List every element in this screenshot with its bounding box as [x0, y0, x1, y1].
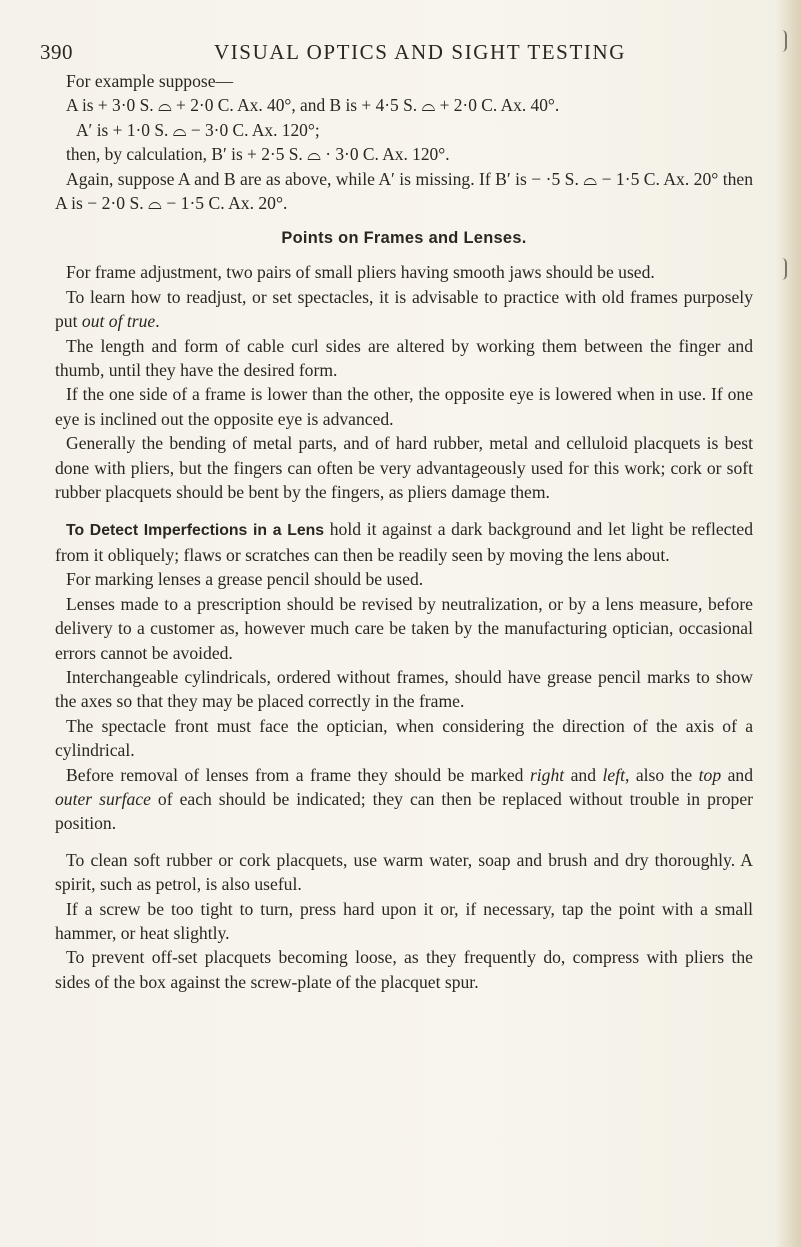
formula-line: A is + 3·0 S. ⌓ + 2·0 C. Ax. 40°, and B is + 4·5 S. ⌓ + 2·0 C. Ax. 40°. — [66, 95, 560, 116]
paragraph: If a screw be too tight to turn, press hard upon it or, if necessary, tap the point with a small hammer, or heat slightly. — [55, 898, 753, 943]
paragraph: Lenses made to a prescription should be revised by neutralization, or by a lens measure, before delivery to a customer as, however much care be taken by the manufacturing optician, occasional errors cannot be avoided. — [55, 593, 753, 663]
formula-line: A′ is + 1·0 S. ⌓ − 3·0 C. Ax. 120°; — [76, 119, 320, 140]
italic-phrase: left — [602, 764, 625, 785]
paragraph: The spectacle front must face the optician, when considering the direction of the axis of a cylindrical. — [55, 715, 753, 761]
formula-line: then, by calculation, B′ is + 2·5 S. ⌓ · 3·0 C. Ax. 120°. — [66, 144, 450, 165]
body-text — [55, 69, 753, 994]
intro-paragraph: For example suppose— — [66, 71, 234, 91]
paragraph: For marking lenses a grease pencil should be used. — [66, 569, 424, 590]
paragraph: For frame adjustment, two pairs of small pliers having smooth jaws should be used. — [66, 262, 655, 283]
italic-phrase: outer surface — [55, 788, 151, 809]
paragraph: To prevent off-set placquets becoming loose, as they frequently do, compress with pliers the sides of the box against the screw-plate of the placquet spur. — [55, 947, 753, 992]
paragraph: The length and form of cable curl sides are altered by working them between the finger and thumb, until they have the desired form. — [55, 335, 753, 381]
paragraph-gap — [55, 505, 753, 517]
page-edge-shadow — [775, 0, 801, 1247]
paragraph: If the one side of a frame is lower than the other, the opposite eye is lowered when in use. If one eye is inclined out the opposite eye is advanced. — [55, 384, 753, 429]
italic-phrase: top — [698, 764, 722, 785]
paragraph: To clean soft rubber or cork placquets, use warm water, soap and brush and dry thoroughly. A spirit, such as petrol, is also useful. — [55, 849, 753, 895]
edge-mark — [782, 30, 787, 52]
paragraph: Interchangeable cylindricals, ordered without frames, should have grease pencil marks to show the axes so that they may be placed correctly in the frame. — [55, 666, 753, 712]
paragraph: To Detect Imperfections in a Lens hold it against a dark background and let light be reflected from it obliquely; flaws or scratches can then be readily seen by moving the lens about. — [55, 518, 753, 565]
page-header — [40, 40, 752, 66]
paragraph-gap — [55, 836, 753, 848]
page-number: 390 — [40, 40, 73, 64]
paragraph: Again, suppose A and B are as above, while A′ is missing. If B′ is − ·5 S. ⌓ − 1·5 C. Ax. 20° then A is − 2·0 S. ⌓ − 1·5 C. Ax. 20°. — [55, 168, 753, 214]
paragraph: Generally the bending of metal parts, and of hard rubber, metal and celluloid placquets is best done with pliers, but the fingers can often be very advantageously used for this work; cork or soft rubber placquets should be bent by the fingers, as pliers damage them. — [55, 433, 753, 503]
section-heading: Points on Frames and Lenses. — [281, 229, 527, 248]
paragraph: Before removal of lenses from a frame they should be marked right and left, also the top and outer surface of each should be indicated; they can then be replaced without trouble in proper position. — [55, 764, 753, 834]
run-in-heading: To Detect Imperfections in a Lens — [66, 521, 325, 539]
italic-phrase: out of true — [81, 311, 156, 332]
italic-phrase: right — [529, 764, 565, 785]
running-head: VISUAL OPTICS AND SIGHT TESTING — [213, 40, 627, 64]
edge-mark — [782, 258, 787, 280]
paragraph: To learn how to readjust, or set spectacles, it is advisable to practice with old frames purposely put out of true. — [55, 286, 753, 332]
